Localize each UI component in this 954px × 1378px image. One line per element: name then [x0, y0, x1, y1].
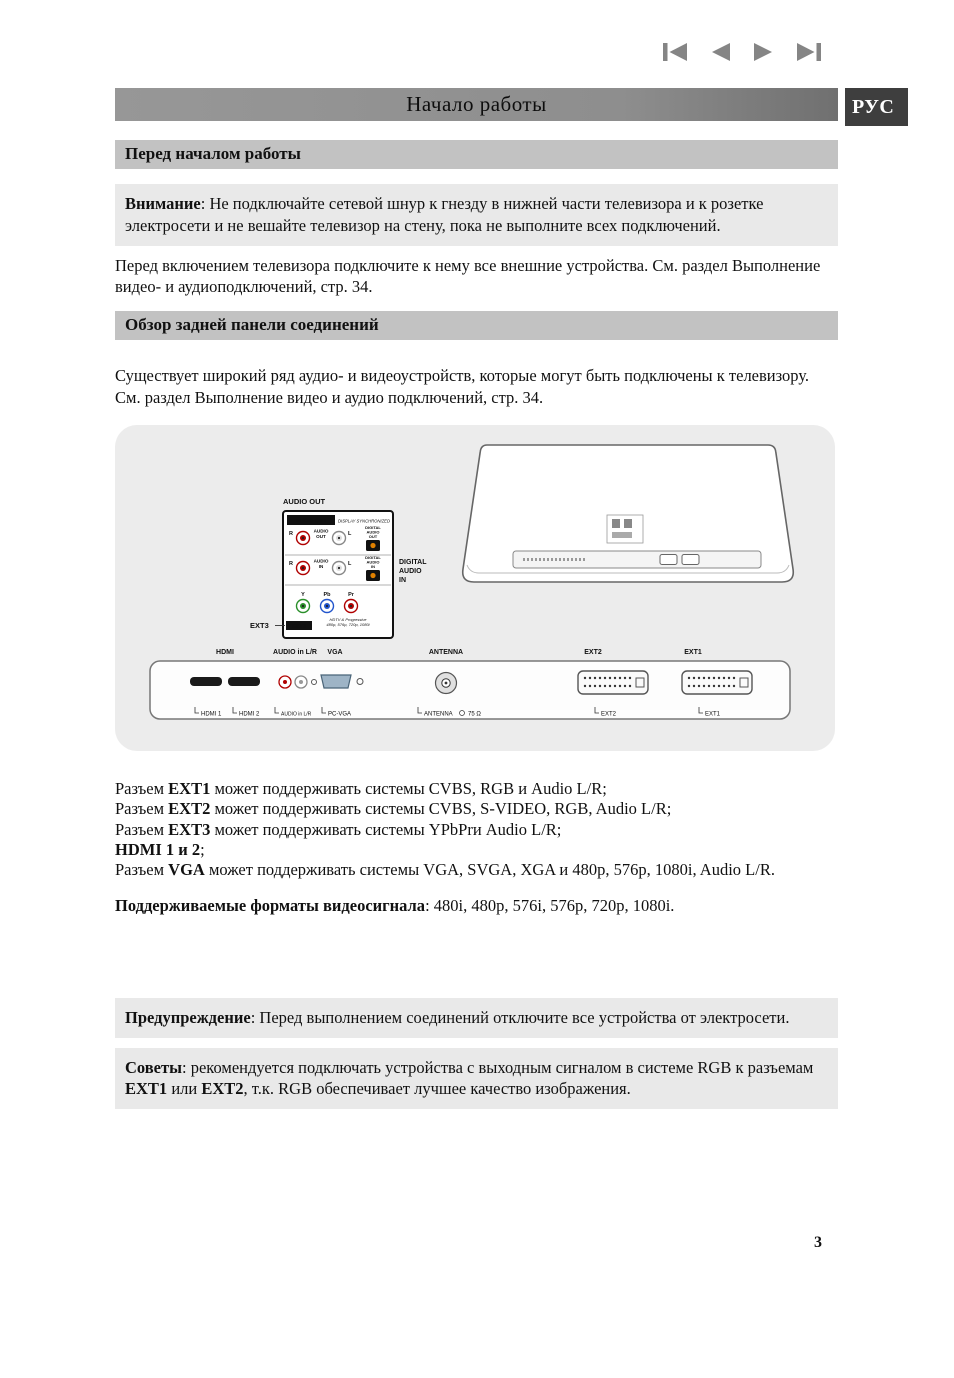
panel-header-label: AUDIO OUT — [295, 518, 327, 525]
warning-label: Внимание — [125, 194, 201, 213]
hdmi-description: HDMI 1 и 2; — [115, 839, 205, 859]
digital-audio-out-connector — [366, 540, 380, 551]
svg-text:L: L — [348, 561, 352, 568]
audio-out-r-jack — [297, 532, 310, 545]
svg-text:AUDIO: AUDIO — [313, 558, 329, 564]
tv-back-outline — [463, 445, 794, 582]
page-title: Начало работы — [115, 88, 838, 121]
warning-text: : Не подключайте сетевой шнур к гнезду в нижней части телевизора и к розетке электросети и не вешайте телевизор на стену, пока не выполните всех подключений. — [125, 194, 764, 235]
ext3-description: Разъем EXT3 может поддерживать системы YPbPrи Audio L/R; — [115, 819, 562, 839]
tips-box: Советы: рекомендуется подключать устройства с выходным сигналом в системе RGB к разъемам EXT1 или EXT2, т.к. RGB обеспечивает лучшее качество изображения. — [115, 1048, 838, 1110]
skip-to-end-icon[interactable] — [796, 42, 822, 62]
antenna-ohm-label: 75 Ω — [468, 711, 481, 718]
section-before-start: Перед началом работы — [115, 140, 838, 169]
svg-text:OUT: OUT — [316, 534, 326, 540]
hdmi2-slot — [228, 677, 260, 686]
hdmi1-slot — [190, 677, 222, 686]
ext1-scart — [682, 671, 752, 694]
ext2-description: Разъем EXT2 может поддерживать системы CVBS, S-VIDEO, RGB, Audio L/R; — [115, 799, 672, 819]
ext2-scart — [578, 671, 648, 694]
previous-page-icon[interactable] — [710, 42, 731, 62]
ext3-tag: EXT3 — [292, 624, 306, 631]
audio-out-l-jack — [333, 532, 346, 545]
svg-text:HDTV & Progressive: HDTV & Progressive — [329, 617, 367, 623]
svg-text:L: L — [348, 531, 352, 538]
svg-text:Y: Y — [301, 592, 305, 599]
svg-text:R: R — [289, 561, 293, 568]
caution-text: : Перед выполнением соединений отключите все устройства от электросети. — [250, 1007, 790, 1027]
svg-text:DIGITAL: DIGITAL — [365, 525, 381, 531]
connector-descriptions — [115, 779, 838, 880]
supported-formats: Поддерживаемые форматы видеосигнала: 480i, 480p, 576i, 576p, 720p, 1080i. — [115, 895, 675, 915]
svg-text:IN: IN — [318, 564, 324, 570]
svg-text:OUT: OUT — [368, 534, 378, 540]
paragraph-connect-devices: Перед включением телевизора подключите к нему все внешние устройства. См. раздел Выполнение видео- и аудиоподключений, стр. 34. — [115, 255, 821, 296]
language-badge: РУС — [845, 88, 908, 126]
digital-audio-in-label — [399, 559, 427, 584]
component-pb-jack — [321, 600, 334, 613]
next-page-icon[interactable] — [753, 42, 774, 62]
audio-in-l-jack — [333, 562, 346, 575]
ext2-bottom-label: EXT2 — [601, 711, 617, 718]
ext1-description: Разъем EXT1 может поддерживать системы CVBS, RGB и Audio L/R; — [115, 779, 607, 799]
audio-out-top-label: AUDIO OUT — [283, 497, 326, 507]
svg-text:DIGITAL: DIGITAL — [399, 559, 427, 567]
skip-to-start-icon[interactable] — [662, 42, 688, 62]
pc-vga-bottom-label: PC-VGA — [328, 711, 352, 718]
svg-text:R: R — [289, 531, 293, 538]
hdmi2-bottom-label: HDMI 2 — [239, 711, 260, 718]
hdmi-top-label: HDMI — [216, 649, 234, 657]
svg-text:AUDIO: AUDIO — [313, 528, 329, 534]
ext3-outside-label: EXT3 — [250, 621, 269, 631]
audio-in-r-jack — [297, 562, 310, 575]
section-rear-panel: Обзор задней панели соединений — [115, 311, 838, 340]
svg-text:IN: IN — [399, 577, 406, 585]
antenna-connector — [436, 673, 457, 694]
component-y-jack — [297, 600, 310, 613]
svg-text:480p, 576p, 720p, 1080i: 480p, 576p, 720p, 1080i — [326, 622, 370, 628]
ext1-top-label: EXT1 — [684, 649, 702, 657]
component-pr-jack — [345, 600, 358, 613]
header — [115, 88, 908, 126]
audio-in-bottom-label: AUDIO in L/R — [281, 711, 312, 718]
svg-text:Pb: Pb — [323, 592, 331, 599]
warning-box — [115, 184, 838, 246]
caution-label: Предупреждение — [125, 1007, 251, 1027]
ext2-top-label: EXT2 — [584, 649, 602, 657]
svg-text:IN: IN — [371, 564, 375, 570]
page-content — [115, 140, 838, 1109]
caution-box — [115, 998, 838, 1038]
antenna-top-label: ANTENNA — [428, 649, 464, 657]
svg-text:AUDIO: AUDIO — [366, 559, 380, 565]
svg-text:Pr: Pr — [348, 592, 354, 599]
paragraph-devices-range: Существует широкий ряд аудио- и видеоустройств, которые могут быть подключены к телевизору. См. раздел Выполнение видео и аудио подключений, стр. 34. — [115, 366, 810, 407]
panel-header-note: DISPLAY SYNCHRONIZED — [338, 518, 390, 524]
rear-panel-diagram — [115, 425, 835, 751]
vga-description: Разъем VGA может поддерживать системы VGA, SVGA, XGA и 480p, 576p, 1080i, Audio L/R. — [115, 859, 775, 879]
page-number: 3 — [814, 1234, 822, 1251]
tv-connector-recess — [513, 551, 761, 568]
svg-text:AUDIO: AUDIO — [366, 529, 380, 535]
svg-text:AUDIO: AUDIO — [399, 568, 422, 576]
audio-in-top-label: AUDIO in L/R — [273, 649, 317, 657]
page-navigation — [662, 42, 822, 62]
ext3-panel — [283, 497, 393, 638]
svg-text:DIGITAL: DIGITAL — [365, 555, 381, 561]
vga-top-label: VGA — [327, 649, 343, 657]
hdmi1-bottom-label: HDMI 1 — [201, 711, 222, 718]
digital-audio-in-connector — [366, 570, 380, 581]
ext1-bottom-label: EXT1 — [705, 711, 721, 718]
connector-strip — [150, 649, 790, 719]
antenna-bottom-label: ANTENNA — [424, 711, 453, 718]
